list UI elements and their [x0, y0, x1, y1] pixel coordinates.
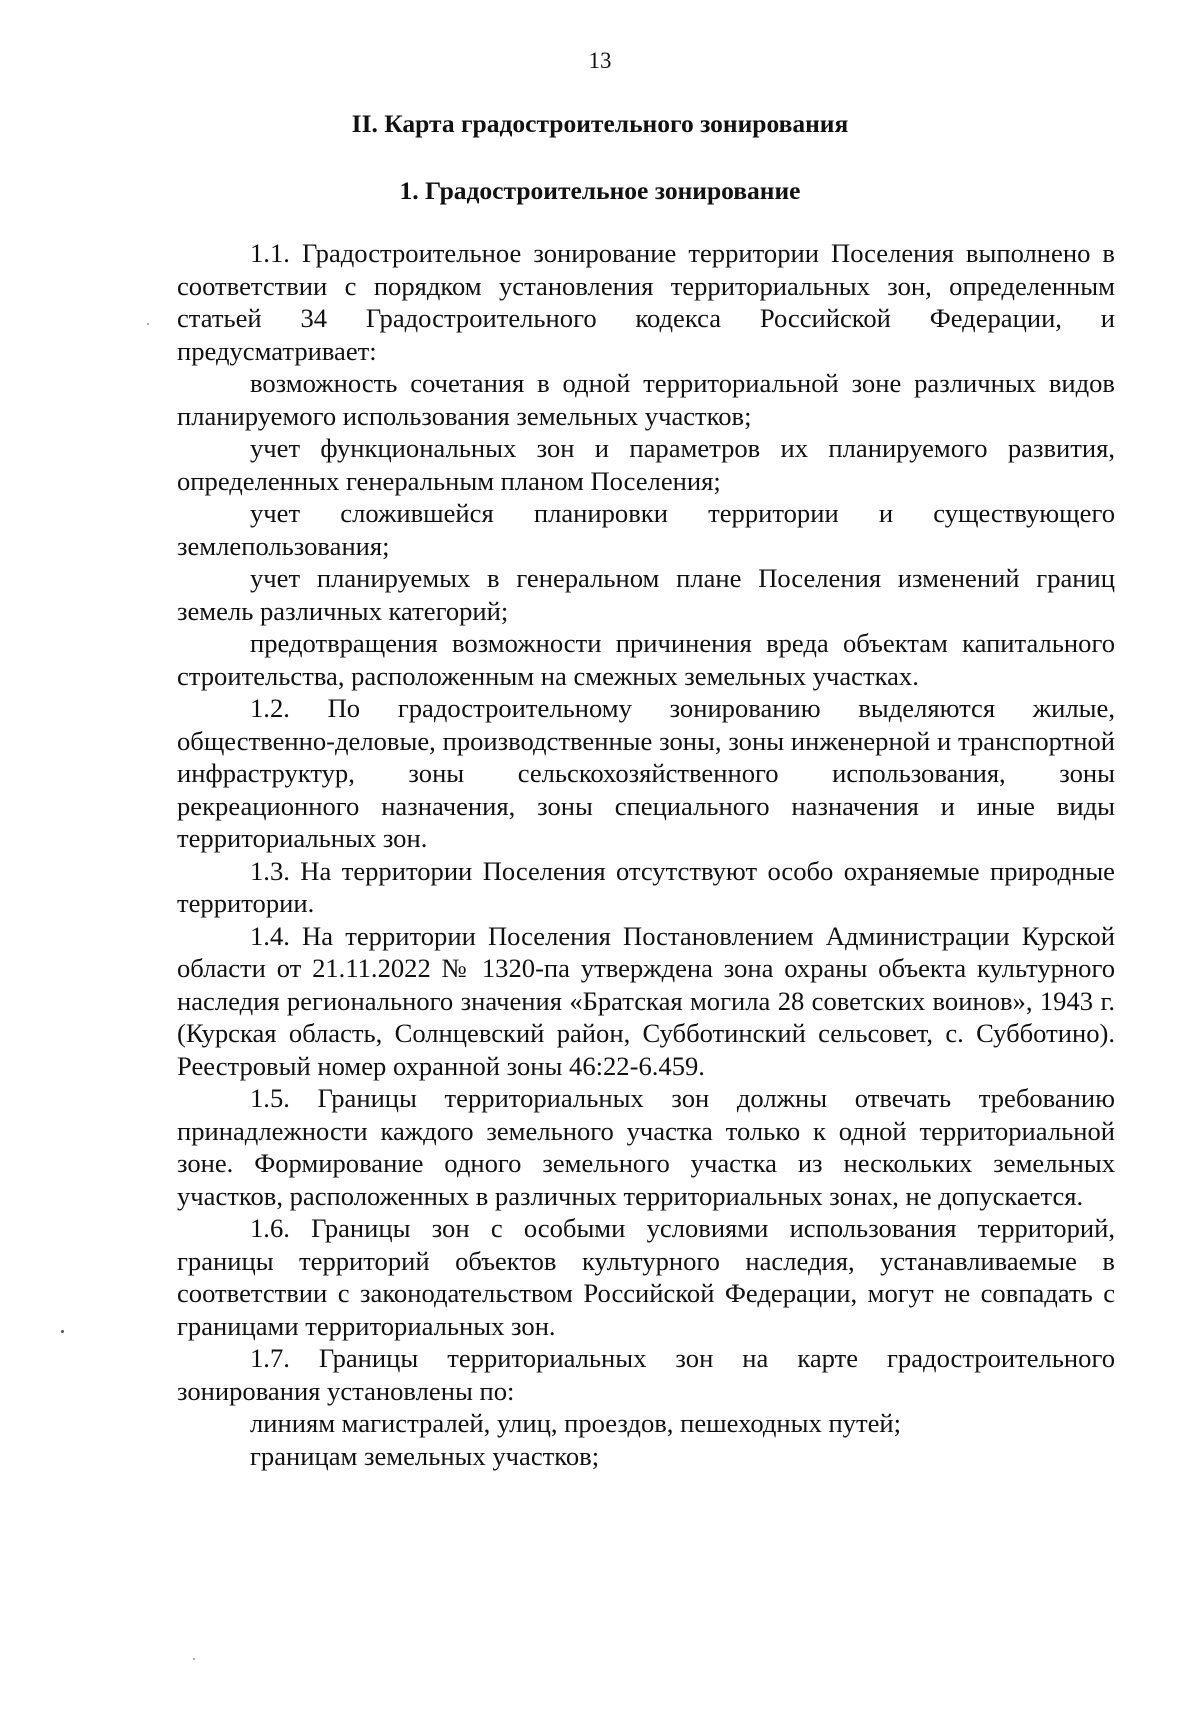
list-item: возможность сочетания в одной территориальной зоне различных видов планируемого использования земельных участков; [177, 368, 1115, 431]
list-item: линиям магистралей, улиц, проездов, пешеходных путей; [250, 1408, 902, 1438]
paragraph-1-7: 1.7. Границы территориальных зон на карте градостроительного зонирования установлены по: [177, 1343, 1115, 1406]
list-item: учет сложившейся планировки территории и существующего землепользования; [177, 498, 1115, 561]
list-item: учет функциональных зон и параметров их планируемого развития, определенных генеральным планом Поселения; [177, 433, 1115, 496]
list-item: границам земельных участков; [250, 1440, 600, 1471]
paragraph-1-5: 1.5. Границы территориальных зон должны отвечать требованию принадлежности каждого земельного участка только к одной территориальной зоне. Формирование одного земельного участка из нескольких земельных участков, расположенных в различных территориальных зонах, не допускается. [177, 1083, 1115, 1211]
paragraph-1-6: 1.6. Границы зон с особыми условиями использования территорий, границы территорий объектов культурного наследия, устанавливаемые в соответствии с законодательством Российской Федерации, могут не совпадать с границами территориальных зон. [177, 1213, 1115, 1341]
page-number: 13 [588, 48, 612, 73]
scan-speck [147, 323, 149, 325]
paragraph-1-3: 1.3. На территории Поселения отсутствуют особо охраняемые природные территории. [177, 855, 1115, 918]
body-text [177, 237, 1115, 1472]
scan-speck [61, 1330, 64, 1333]
list-item: предотвращения возможности причинения вреда объектам капитального строительства, расположенным на смежных земельных участках. [177, 628, 1115, 691]
paragraph-1-4: 1.4. На территории Поселения Постановлением Администрации Курской области от 21.11.2022 № 1320-па утверждена зона охраны объекта культурного наследия регионального значения «Братская могила 28 советских воинов», 1943 г. (Курская область, Солнцевский район, Субботинский сельсовет, с. Субботино). Реестровый номер охранной зоны 46:22-6.459. [177, 920, 1115, 1081]
scan-speck [193, 1658, 195, 1660]
section-title: II. Карта градостроительного зонирования [351, 109, 849, 138]
subsection-title: 1. Градостроительное зонирование [399, 176, 801, 205]
paragraph-1-1: 1.1. Градостроительное зонирование территории Поселения выполнено в соответствии с порядком установления территориальных зон, определенным статьей 34 Градостроительного кодекса Российской Федерации, и предусматривает: [177, 238, 1115, 366]
list-item: учет планируемых в генеральном плане Поселения изменений границ земель различных категорий; [177, 563, 1115, 626]
paragraph-1-2: 1.2. По градостроительному зонированию выделяются жилые, общественно-деловые, производственные зоны, зоны инженерной и транспортной инфраструктур, зоны сельскохозяйственного использования, зоны рекреационного назначения, зоны специального назначения и иные виды территориальных зон. [177, 693, 1115, 853]
